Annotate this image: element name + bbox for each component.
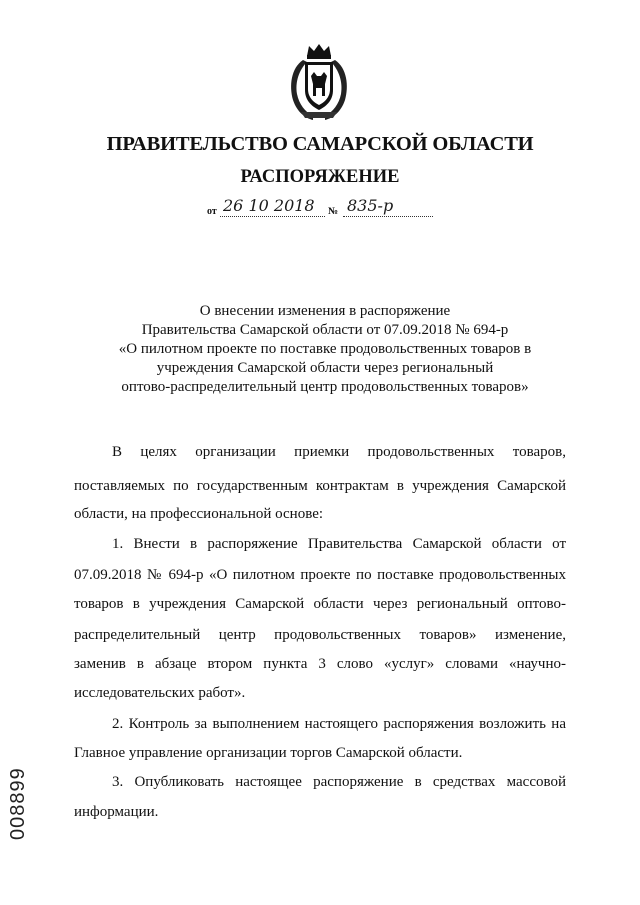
body-line: товаров в учреждения Самарской области через региональный оптово- <box>74 596 566 612</box>
body-line: В целях организации приемки продовольственных товаров, <box>112 444 566 460</box>
subject-line: «О пилотном проекте по поставке продовольственных товаров в <box>118 341 532 357</box>
registration-number: 008899 <box>7 767 29 840</box>
body-line: Главное управление организации торгов Самарской области. <box>74 745 463 761</box>
document-subject <box>60 302 590 397</box>
body-line: заменив в абзаце втором пункта 3 слово «услуг» словами «научно- <box>74 656 566 672</box>
body-line: исследовательских работ». <box>74 685 246 701</box>
document-type: РАСПОРЯЖЕНИЕ <box>240 167 400 187</box>
number-underline <box>343 216 433 217</box>
body-line: 2. Контроль за выполнением настоящего распоряжения возложить на <box>112 716 566 732</box>
body-line: 3. Опубликовать настоящее распоряжение в средствах массовой <box>112 774 566 790</box>
coat-of-arms-icon <box>283 42 355 122</box>
government-title: ПРАВИТЕЛЬСТВО САМАРСКОЙ ОБЛАСТИ <box>106 133 534 155</box>
subject-line: О внесении изменения в распоряжение <box>199 303 451 319</box>
subject-line: оптово-распределительный центр продовольственных товаров» <box>121 379 529 395</box>
body-line: области, на профессиональной основе: <box>74 506 324 522</box>
date-value: 26 10 2018 <box>223 196 315 215</box>
date-underline <box>220 216 325 217</box>
date-prefix: от <box>207 206 217 217</box>
subject-line: Правительства Самарской области от 07.09.2018 № 694-р <box>141 322 509 338</box>
subject-line: учреждения Самарской области через региональный <box>156 360 494 376</box>
body-line: 07.09.2018 № 694-р «О пилотном проекте по поставке продовольственных <box>74 567 566 583</box>
number-value: 835-р <box>347 196 394 215</box>
body-line: 1. Внести в распоряжение Правительства Самарской области от <box>112 536 566 552</box>
body-line: распределительный центр продовольственных товаров» изменение, <box>74 627 566 643</box>
body-line: поставляемых по государственным контрактам в учреждения Самарской <box>74 478 566 494</box>
body-line: информации. <box>74 804 159 820</box>
number-prefix: № <box>328 206 339 217</box>
date-number-line <box>207 196 447 226</box>
